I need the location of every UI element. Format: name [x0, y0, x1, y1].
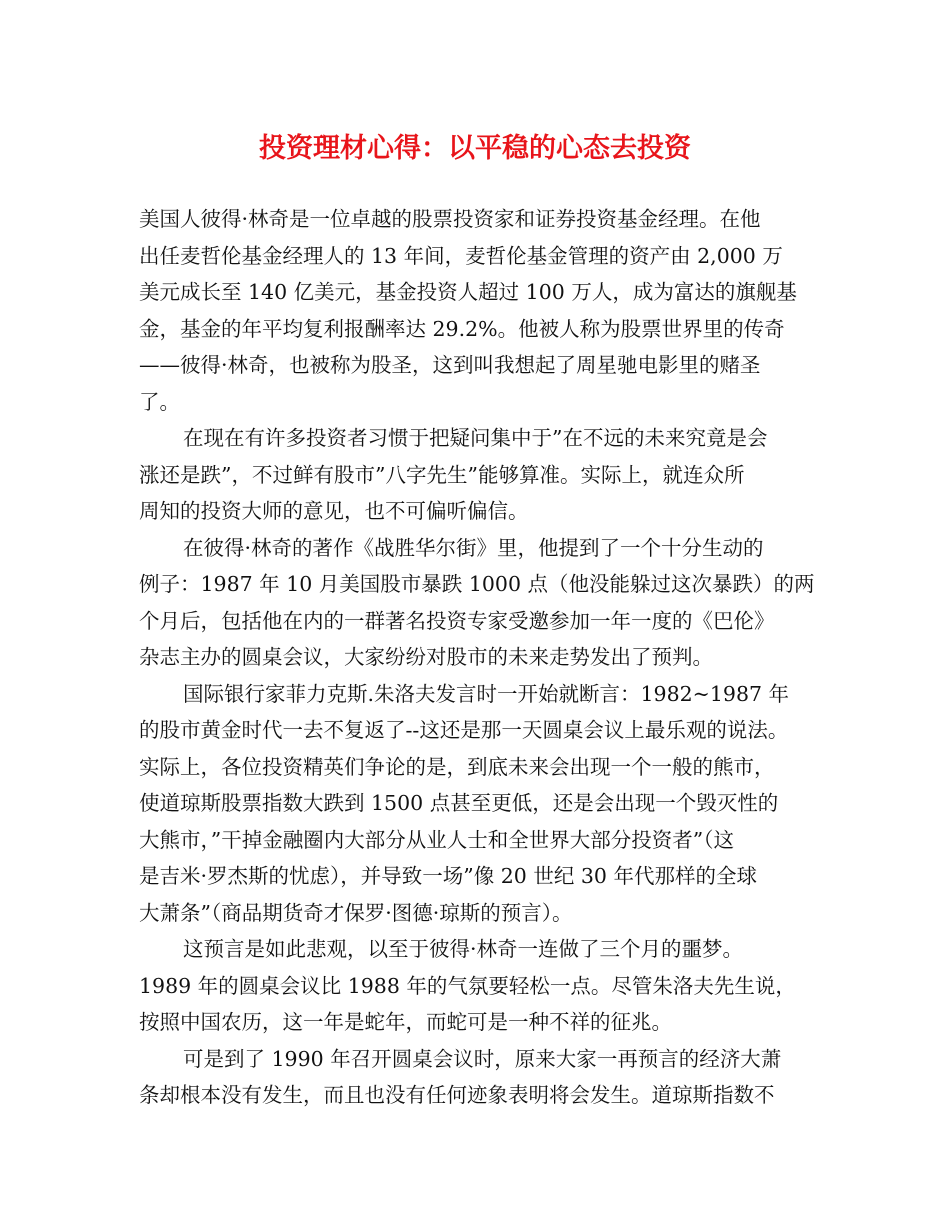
body-line: 在现在有许多投资者习惯于把疑问集中于”在不远的未来究竟是会 — [183, 426, 768, 450]
body-line: 按照中国农历，这一年是蛇年，而蛇可是一种不祥的征兆。 — [139, 1010, 672, 1034]
body-line: 的股市黄金时代一去不复返了--这还是那一天圆桌会议上最乐观的说法。 — [139, 718, 789, 742]
body-line: 1989 年的圆桌会议比 1988 年的气氛要轻松一点。尽管朱洛夫先生说， — [139, 973, 796, 998]
body-line: 这预言是如此悲观，以至于彼得·林奇一连做了三个月的噩梦。 — [183, 937, 744, 961]
body-line: 了。 — [139, 389, 180, 414]
body-line: 美国人彼得·林奇是一位卓越的股票投资家和证券投资基金经理。在他 — [139, 207, 761, 231]
body-line: 金，基金的年平均复利报酬率达 29.2%。他被人称为股票世界里的传奇 — [139, 316, 785, 341]
document-body — [139, 201, 831, 1114]
body-line: 国际银行家菲力克斯.朱洛夫发言时一开始就断言：1982~1987 年 — [183, 681, 790, 706]
body-line: 大萧条”（商品期货奇才保罗·图德·琼斯的预言）。 — [139, 900, 573, 925]
body-line: 是吉米·罗杰斯的忧虑），并导致一场”像 20 世纪 30 年代那样的全球 — [139, 864, 757, 888]
body-line: 例子：1987 年 10 月美国股市暴跌 1000 点（他没能躲过这次暴跌）的两 — [139, 572, 815, 596]
body-line: 使道琼斯股票指数大跌到 1500 点甚至更低，还是会出现一个毁灭性的 — [139, 791, 779, 815]
body-line: 可是到了 1990 年召开圆桌会议时，原来大家一再预言的经济大萧 — [183, 1046, 782, 1071]
body-line: ——彼得·林奇，也被称为股圣，这到叫我想起了周星驰电影里的赌圣 — [139, 353, 761, 377]
body-line: 涨还是跌”，不过鲜有股市”八字先生”能够算准。实际上，就连众所 — [139, 462, 745, 487]
body-line: 周知的投资大师的意见，也不可偏听偏信。 — [139, 499, 529, 523]
body-line: 杂志主办的圆桌会议，大家纷纷对股市的未来走势发出了预判。 — [139, 645, 713, 669]
body-line: 在彼得·林奇的著作《战胜华尔街》里，他提到了一个十分生动的 — [183, 535, 764, 560]
body-line: 出任麦哲伦基金经理人的 13 年间，麦哲伦基金管理的资产由 2,000 万 — [139, 243, 783, 268]
body-line: 实际上，各位投资精英们争论的是，到底未来会出现一个一般的熊市， — [139, 754, 775, 779]
document-title: 投资理材心得：以平稳的心态去投资 — [259, 133, 691, 164]
body-line: 美元成长至 140 亿美元，基金投资人超过 100 万人，成为富达的旗舰基 — [139, 280, 797, 304]
body-line: 个月后，包括他在内的一群著名投资专家受邀参加一年一度的《巴伦》 — [139, 608, 775, 633]
body-line: 条却根本没有发生，而且也没有任何迹象表明将会发生。道琼斯指数不 — [139, 1083, 775, 1107]
body-line: 大熊市，”干掉金融圈内大部分从业人士和全世界大部分投资者”（这 — [139, 827, 734, 852]
